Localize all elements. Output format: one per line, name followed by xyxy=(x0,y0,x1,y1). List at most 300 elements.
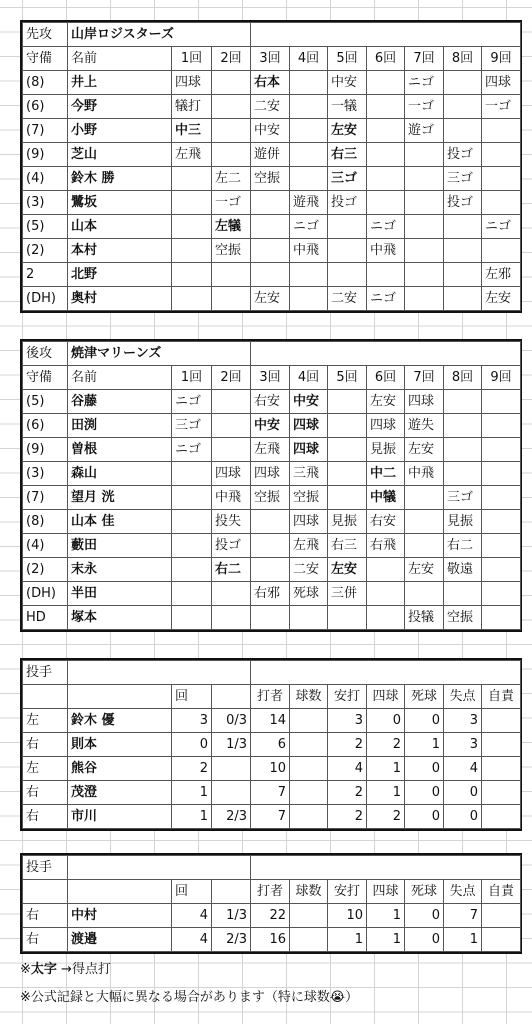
player-position: HD xyxy=(23,606,68,630)
pitching2-column-header: 四球 xyxy=(367,880,405,904)
player-position: (3) xyxy=(23,191,68,215)
pitcher-np xyxy=(290,805,328,829)
pitcher-bf: 7 xyxy=(251,781,290,805)
at-bat-result: 左安 xyxy=(405,438,444,462)
home-header-blank xyxy=(251,342,521,366)
pitcher-hbp: 1 xyxy=(405,733,444,757)
at-bat-result: 左飛 xyxy=(172,143,212,167)
at-bat-result: 遊失 xyxy=(405,414,444,438)
at-bat-result xyxy=(172,462,212,486)
at-bat-result: 中三 xyxy=(172,119,212,143)
pitcher-h: 4 xyxy=(328,757,367,781)
legend-note-prefix: ※ xyxy=(20,962,31,977)
pitcher-r: 0 xyxy=(444,805,482,829)
at-bat-result: 中飛 xyxy=(367,239,405,263)
home-player-row xyxy=(23,390,521,414)
pitcher-ipf: 1/3 xyxy=(212,904,251,928)
at-bat-result xyxy=(367,167,405,191)
at-bat-result: 空振 xyxy=(251,167,290,191)
visitor-column-header: 7回 xyxy=(405,47,444,71)
pitcher-name: 中村 xyxy=(68,904,172,928)
visitor-player-row xyxy=(23,167,521,191)
at-bat-result xyxy=(251,606,290,630)
visitor-player-row xyxy=(23,71,521,95)
pitcher-bf: 6 xyxy=(251,733,290,757)
home-column-header: 9回 xyxy=(482,366,521,390)
pitching2-column-header: 回 xyxy=(172,880,212,904)
at-bat-result: ニゴ xyxy=(405,71,444,95)
pitcher-ip: 1 xyxy=(172,805,212,829)
visitor-player-row xyxy=(23,239,521,263)
at-bat-result: 左安 xyxy=(328,119,367,143)
home-player-row xyxy=(23,462,521,486)
at-bat-result xyxy=(405,510,444,534)
at-bat-result xyxy=(212,143,251,167)
pitcher-ip: 3 xyxy=(172,709,212,733)
at-bat-result xyxy=(172,215,212,239)
pitcher-h: 2 xyxy=(328,805,367,829)
legend-note-rest: →得点打 xyxy=(56,962,111,977)
at-bat-result xyxy=(482,582,521,606)
pitcher-hand: 右 xyxy=(23,904,68,928)
at-bat-result: 左邪 xyxy=(482,263,521,287)
home-team-name: 焼津マリーンズ xyxy=(68,342,251,366)
at-bat-result xyxy=(251,510,290,534)
at-bat-result xyxy=(172,582,212,606)
at-bat-result xyxy=(212,71,251,95)
at-bat-result xyxy=(444,462,482,486)
at-bat-result: 遊飛 xyxy=(290,191,328,215)
player-position: 2 xyxy=(23,263,68,287)
pitching2-title: 投手 xyxy=(23,856,68,880)
at-bat-result: 右三 xyxy=(328,534,367,558)
at-bat-result xyxy=(367,143,405,167)
player-position: (3) xyxy=(23,462,68,486)
pitching1-title-blank2 xyxy=(251,661,521,685)
player-position: (9) xyxy=(23,438,68,462)
pitcher-hbp: 0 xyxy=(405,781,444,805)
pitcher-np xyxy=(290,709,328,733)
player-name: 本村 xyxy=(68,239,172,263)
at-bat-result xyxy=(172,606,212,630)
at-bat-result: 投ゴ xyxy=(444,143,482,167)
at-bat-result xyxy=(367,95,405,119)
visitor-column-header: 4回 xyxy=(290,47,328,71)
at-bat-result xyxy=(212,287,251,311)
at-bat-result: 二安 xyxy=(290,558,328,582)
pitching1-pitcher-row xyxy=(23,781,521,805)
at-bat-result: 三ゴ xyxy=(328,167,367,191)
at-bat-result xyxy=(444,215,482,239)
at-bat-result: 投犠 xyxy=(405,606,444,630)
visitor-column-header: 9回 xyxy=(482,47,521,71)
at-bat-result xyxy=(212,390,251,414)
at-bat-result: 二安 xyxy=(251,95,290,119)
pitcher-ipf xyxy=(212,757,251,781)
at-bat-result: 左安 xyxy=(482,287,521,311)
at-bat-result: 右邪 xyxy=(251,582,290,606)
at-bat-result xyxy=(482,414,521,438)
pitching-table-2 xyxy=(20,853,522,954)
visitor-player-row xyxy=(23,263,521,287)
pitcher-bb: 1 xyxy=(367,904,405,928)
at-bat-result: 遊併 xyxy=(251,143,290,167)
home-column-header-row xyxy=(23,366,521,390)
at-bat-result: 右安 xyxy=(251,390,290,414)
at-bat-result: ニゴ xyxy=(367,215,405,239)
at-bat-result xyxy=(482,239,521,263)
at-bat-result xyxy=(482,143,521,167)
pitching2-column-header-row xyxy=(23,880,521,904)
at-bat-result: 三ゴ xyxy=(444,486,482,510)
at-bat-result: 見振 xyxy=(367,438,405,462)
at-bat-result xyxy=(405,167,444,191)
player-name: 塚本 xyxy=(68,606,172,630)
pitcher-hand: 右 xyxy=(23,928,68,952)
pitching2-column-header xyxy=(23,880,68,904)
visitor-column-header: 守備 xyxy=(23,47,68,71)
pitcher-np xyxy=(290,904,328,928)
at-bat-result: 中安 xyxy=(251,414,290,438)
at-bat-result xyxy=(367,582,405,606)
at-bat-result: 四球 xyxy=(251,462,290,486)
pitcher-ip: 4 xyxy=(172,904,212,928)
at-bat-result: 投失 xyxy=(212,510,251,534)
pitcher-er xyxy=(482,904,521,928)
at-bat-result xyxy=(212,438,251,462)
at-bat-result: 遊ゴ xyxy=(405,119,444,143)
home-role-label: 後攻 xyxy=(23,342,68,366)
at-bat-result: 中飛 xyxy=(212,486,251,510)
pitcher-ip: 1 xyxy=(172,781,212,805)
at-bat-result xyxy=(405,191,444,215)
at-bat-result: 左犠 xyxy=(212,215,251,239)
pitcher-bb: 2 xyxy=(367,805,405,829)
pitcher-r: 0 xyxy=(444,781,482,805)
at-bat-result: 四球 xyxy=(290,510,328,534)
at-bat-result xyxy=(444,119,482,143)
player-name: 鷺坂 xyxy=(68,191,172,215)
at-bat-result xyxy=(482,167,521,191)
at-bat-result: 見振 xyxy=(444,510,482,534)
visitor-column-header: 2回 xyxy=(212,47,251,71)
pitcher-np xyxy=(290,757,328,781)
pitcher-r: 3 xyxy=(444,733,482,757)
pitcher-hand: 右 xyxy=(23,781,68,805)
visitor-role-label: 先攻 xyxy=(23,23,68,47)
at-bat-result xyxy=(212,263,251,287)
player-name: 末永 xyxy=(68,558,172,582)
visitor-player-row xyxy=(23,215,521,239)
home-column-header: 3回 xyxy=(251,366,290,390)
pitching2-title-blank xyxy=(68,856,251,880)
pitcher-name: 茂澄 xyxy=(68,781,172,805)
at-bat-result: 四球 xyxy=(290,438,328,462)
pitcher-name: 市川 xyxy=(68,805,172,829)
at-bat-result xyxy=(405,582,444,606)
player-name: 今野 xyxy=(68,95,172,119)
at-bat-result xyxy=(482,486,521,510)
pitching1-column-header: 球数 xyxy=(290,685,328,709)
at-bat-result: 三飛 xyxy=(290,462,328,486)
player-position: (7) xyxy=(23,119,68,143)
at-bat-result: 投ゴ xyxy=(212,534,251,558)
pitching1-column-header xyxy=(23,685,68,709)
visitor-column-header: 6回 xyxy=(367,47,405,71)
pitcher-ipf: 2/3 xyxy=(212,805,251,829)
home-column-header: 5回 xyxy=(328,366,367,390)
at-bat-result xyxy=(444,414,482,438)
home-player-row xyxy=(23,510,521,534)
player-position: (8) xyxy=(23,510,68,534)
pitching2-column-header xyxy=(68,880,172,904)
home-player-row xyxy=(23,414,521,438)
at-bat-result xyxy=(172,510,212,534)
at-bat-result xyxy=(172,167,212,191)
player-name: 山本 佳 xyxy=(68,510,172,534)
at-bat-result xyxy=(367,71,405,95)
pitching2-column-header: 失点 xyxy=(444,880,482,904)
at-bat-result xyxy=(328,414,367,438)
pitching2-title-blank2 xyxy=(251,856,521,880)
at-bat-result: 中飛 xyxy=(290,239,328,263)
home-column-header: 1回 xyxy=(172,366,212,390)
at-bat-result: 右二 xyxy=(212,558,251,582)
pitching1-column-header: 自責 xyxy=(482,685,521,709)
at-bat-result: ニゴ xyxy=(367,287,405,311)
pitching2-column-header: 球数 xyxy=(290,880,328,904)
pitcher-ipf: 2/3 xyxy=(212,928,251,952)
at-bat-result xyxy=(405,143,444,167)
pitcher-ipf xyxy=(212,781,251,805)
at-bat-result xyxy=(172,239,212,263)
pitching1-column-header: 回 xyxy=(172,685,212,709)
visitor-player-row xyxy=(23,191,521,215)
at-bat-result xyxy=(367,191,405,215)
at-bat-result xyxy=(367,558,405,582)
at-bat-result xyxy=(290,143,328,167)
pitcher-bf: 16 xyxy=(251,928,290,952)
pitcher-name: 則本 xyxy=(68,733,172,757)
pitcher-hbp: 0 xyxy=(405,709,444,733)
player-name: 森山 xyxy=(68,462,172,486)
at-bat-result: 左二 xyxy=(212,167,251,191)
at-bat-result xyxy=(328,263,367,287)
at-bat-result xyxy=(328,486,367,510)
at-bat-result: 三ゴ xyxy=(172,414,212,438)
at-bat-result: 四球 xyxy=(367,414,405,438)
at-bat-result: 空振 xyxy=(251,486,290,510)
player-position: (7) xyxy=(23,486,68,510)
visitor-column-header: 名前 xyxy=(68,47,172,71)
player-position: (9) xyxy=(23,143,68,167)
at-bat-result xyxy=(367,263,405,287)
home-player-row xyxy=(23,582,521,606)
pitcher-er xyxy=(482,733,521,757)
visitor-player-row xyxy=(23,143,521,167)
at-bat-result: 右安 xyxy=(367,510,405,534)
at-bat-result: 中犠 xyxy=(367,486,405,510)
pitcher-er xyxy=(482,928,521,952)
at-bat-result xyxy=(367,119,405,143)
visitor-column-header-row xyxy=(23,47,521,71)
pitcher-hbp: 0 xyxy=(405,904,444,928)
player-name: 鈴木 勝 xyxy=(68,167,172,191)
at-bat-result: ニゴ xyxy=(482,215,521,239)
player-name: 望月 洸 xyxy=(68,486,172,510)
at-bat-result xyxy=(172,558,212,582)
at-bat-result: 空振 xyxy=(290,486,328,510)
at-bat-result: 空振 xyxy=(212,239,251,263)
home-player-row xyxy=(23,558,521,582)
player-name: 芝山 xyxy=(68,143,172,167)
at-bat-result xyxy=(482,606,521,630)
at-bat-result: 中飛 xyxy=(405,462,444,486)
pitcher-name: 渡邉 xyxy=(68,928,172,952)
pitching1-pitcher-row xyxy=(23,805,521,829)
pitcher-bf: 10 xyxy=(251,757,290,781)
at-bat-result xyxy=(328,239,367,263)
visitor-column-header: 8回 xyxy=(444,47,482,71)
at-bat-result xyxy=(444,582,482,606)
pitching2-column-header: 打者 xyxy=(251,880,290,904)
at-bat-result xyxy=(212,119,251,143)
home-column-header: 4回 xyxy=(290,366,328,390)
at-bat-result xyxy=(328,606,367,630)
player-position: (8) xyxy=(23,71,68,95)
player-position: (5) xyxy=(23,215,68,239)
at-bat-result xyxy=(405,534,444,558)
at-bat-result: 死球 xyxy=(290,582,328,606)
at-bat-result: 敬遠 xyxy=(444,558,482,582)
at-bat-result: 右本 xyxy=(251,71,290,95)
home-column-header: 7回 xyxy=(405,366,444,390)
at-bat-result xyxy=(251,558,290,582)
pitcher-bb: 1 xyxy=(367,781,405,805)
player-position: (DH) xyxy=(23,582,68,606)
at-bat-result: 左安 xyxy=(328,558,367,582)
pitcher-bb: 1 xyxy=(367,757,405,781)
pitcher-bb: 2 xyxy=(367,733,405,757)
player-position: (5) xyxy=(23,390,68,414)
pitching1-pitcher-row xyxy=(23,757,521,781)
at-bat-result xyxy=(172,191,212,215)
disclaimer-note: ※公式記録と大幅に異なる場合があります（特に球数😭） xyxy=(20,990,359,1005)
at-bat-result: 四球 xyxy=(212,462,251,486)
at-bat-result xyxy=(444,287,482,311)
visitor-team-name: 山岸ロジスターズ xyxy=(68,23,251,47)
pitching2-pitcher-row xyxy=(23,904,521,928)
player-name: 北野 xyxy=(68,263,172,287)
pitcher-ipf: 0/3 xyxy=(212,709,251,733)
at-bat-result xyxy=(251,191,290,215)
player-name: 田渕 xyxy=(68,414,172,438)
pitching1-column-header-row xyxy=(23,685,521,709)
at-bat-result xyxy=(290,287,328,311)
at-bat-result xyxy=(444,71,482,95)
at-bat-result: 投ゴ xyxy=(444,191,482,215)
at-bat-result xyxy=(212,414,251,438)
at-bat-result: 左安 xyxy=(251,287,290,311)
visitor-player-row xyxy=(23,287,521,311)
at-bat-result: 左安 xyxy=(405,558,444,582)
at-bat-result: 三併 xyxy=(328,582,367,606)
at-bat-result xyxy=(367,606,405,630)
at-bat-result xyxy=(482,390,521,414)
at-bat-result: 二安 xyxy=(328,287,367,311)
visitor-column-header: 3回 xyxy=(251,47,290,71)
home-column-header: 名前 xyxy=(68,366,172,390)
legend-note xyxy=(20,958,111,977)
pitcher-np xyxy=(290,781,328,805)
at-bat-result xyxy=(482,534,521,558)
player-position: (2) xyxy=(23,558,68,582)
at-bat-result: 中安 xyxy=(328,71,367,95)
pitcher-bb: 0 xyxy=(367,709,405,733)
player-name: 奥村 xyxy=(68,287,172,311)
pitcher-hand: 右 xyxy=(23,805,68,829)
pitching1-column-header xyxy=(68,685,172,709)
pitcher-r: 3 xyxy=(444,709,482,733)
at-bat-result: 一ゴ xyxy=(212,191,251,215)
at-bat-result xyxy=(290,167,328,191)
at-bat-result: 一ゴ xyxy=(482,95,521,119)
at-bat-result xyxy=(444,390,482,414)
pitcher-er xyxy=(482,709,521,733)
pitcher-r: 7 xyxy=(444,904,482,928)
at-bat-result: ニゴ xyxy=(172,390,212,414)
at-bat-result xyxy=(444,438,482,462)
visitor-header-blank xyxy=(251,23,521,47)
home-lineup-table xyxy=(20,339,522,632)
at-bat-result: 左安 xyxy=(367,390,405,414)
at-bat-result xyxy=(482,438,521,462)
at-bat-result: ニゴ xyxy=(290,215,328,239)
at-bat-result: 中安 xyxy=(251,119,290,143)
at-bat-result: 四球 xyxy=(290,414,328,438)
at-bat-result xyxy=(405,239,444,263)
visitor-player-row xyxy=(23,119,521,143)
player-name: 藪田 xyxy=(68,534,172,558)
at-bat-result xyxy=(444,95,482,119)
at-bat-result: 投ゴ xyxy=(328,191,367,215)
pitcher-er xyxy=(482,805,521,829)
pitcher-np xyxy=(290,733,328,757)
at-bat-result: 左飛 xyxy=(251,438,290,462)
pitching1-title-blank xyxy=(68,661,251,685)
pitcher-bf: 14 xyxy=(251,709,290,733)
visitor-column-header: 5回 xyxy=(328,47,367,71)
pitcher-name: 熊谷 xyxy=(68,757,172,781)
at-bat-result xyxy=(251,263,290,287)
at-bat-result: ニゴ xyxy=(172,438,212,462)
player-name: 谷藤 xyxy=(68,390,172,414)
pitcher-hand: 右 xyxy=(23,733,68,757)
at-bat-result xyxy=(212,606,251,630)
at-bat-result xyxy=(328,390,367,414)
pitcher-r: 1 xyxy=(444,928,482,952)
pitcher-r: 4 xyxy=(444,757,482,781)
player-position: (2) xyxy=(23,239,68,263)
pitching2-column-header xyxy=(212,880,251,904)
home-column-header: 守備 xyxy=(23,366,68,390)
at-bat-result xyxy=(482,462,521,486)
home-column-header: 2回 xyxy=(212,366,251,390)
pitcher-np xyxy=(290,928,328,952)
pitcher-h: 2 xyxy=(328,733,367,757)
at-bat-result: 空振 xyxy=(444,606,482,630)
player-position: (DH) xyxy=(23,287,68,311)
